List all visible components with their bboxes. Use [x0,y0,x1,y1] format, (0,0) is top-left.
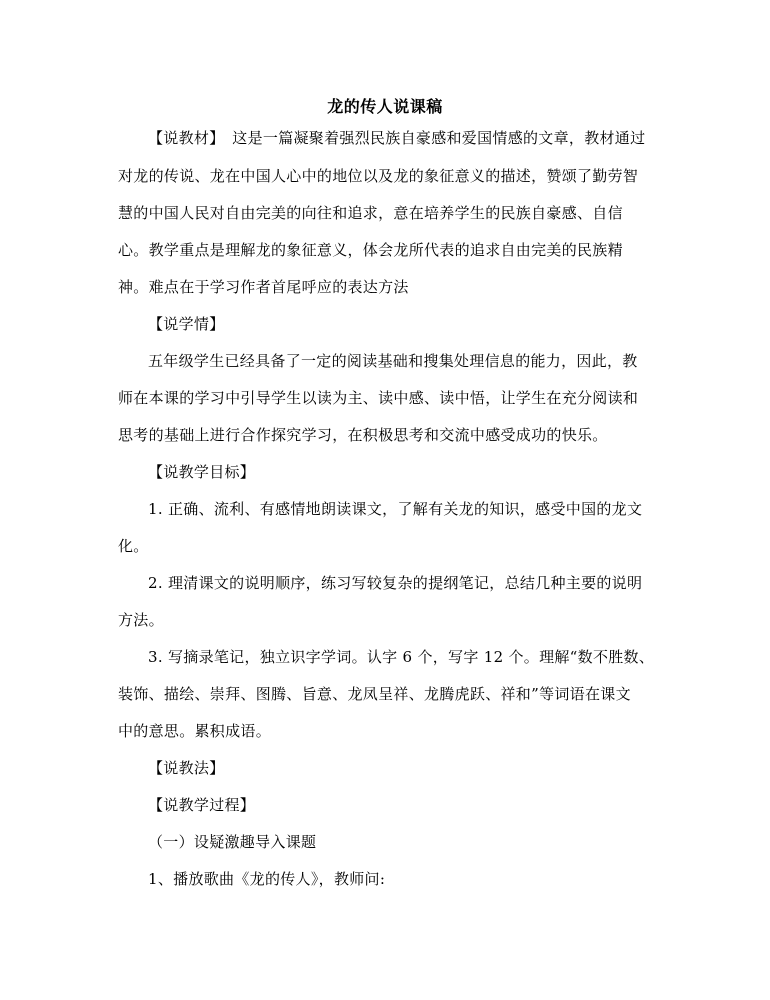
subsection-heading: （一）设疑激趣导入课题 [148,833,317,851]
list-item-continuation: 化。 [118,537,149,555]
list-item: 2. 理清课文的说明顺序，练习写较复杂的提纲笔记，总结几种主要的说明 [148,574,643,592]
paragraph-line: 【说教材】 这是一篇凝聚着强烈民族自豪感和爱国情感的文章，教材通过 [148,129,646,147]
section-heading: 【说学情】 [148,315,225,333]
list-item: 3. 写摘录笔记，独立识字学词。认字 6 个，写字 12 个。理解“数不胜数、 [148,648,655,666]
paragraph-line: 对龙的传说、龙在中国人心中的地位以及龙的象征意义的描述，赞颂了勤劳智 [118,167,639,185]
list-item: 1. 正确、流利、有感情地朗读课文，了解有关龙的知识，感受中国的龙文 [148,500,643,518]
paragraph-line: 师在本课的学习中引导学生以读为主、读中感、读中悟，让学生在充分阅读和 [118,389,639,407]
list-item-continuation: 方法。 [118,611,164,629]
section-heading: 【说教法】 [148,759,225,777]
paragraph-line: 心。教学重点是理解龙的象征意义，体会龙所代表的追求自由完美的民族精 [118,241,623,259]
paragraph-line: 慧的中国人民对自由完美的向往和追求，意在培养学生的民族自豪感、自信 [118,204,623,222]
section-heading: 【说教学过程】 [148,796,256,814]
document-title: 龙的传人说课稿 [327,97,443,116]
paragraph-line: 1、播放歌曲《龙的传人》，教师问: [148,870,386,888]
list-item-continuation: 中的意思。累积成语。 [118,722,272,740]
paragraph-line: 思考的基础上进行合作探究学习，在积极思考和交流中感受成功的快乐。 [118,426,608,444]
paragraph-line: 五年级学生已经具备了一定的阅读基础和搜集处理信息的能力，因此，教 [148,352,638,370]
section-heading: 【说教学目标】 [148,463,256,481]
list-item-continuation: 装饰、描绘、崇拜、图腾、旨意、龙凤呈祥、龙腾虎跃、祥和”等词语在课文 [118,685,631,703]
paragraph-line: 神。难点在于学习作者首尾呼应的表达方法 [118,278,409,296]
